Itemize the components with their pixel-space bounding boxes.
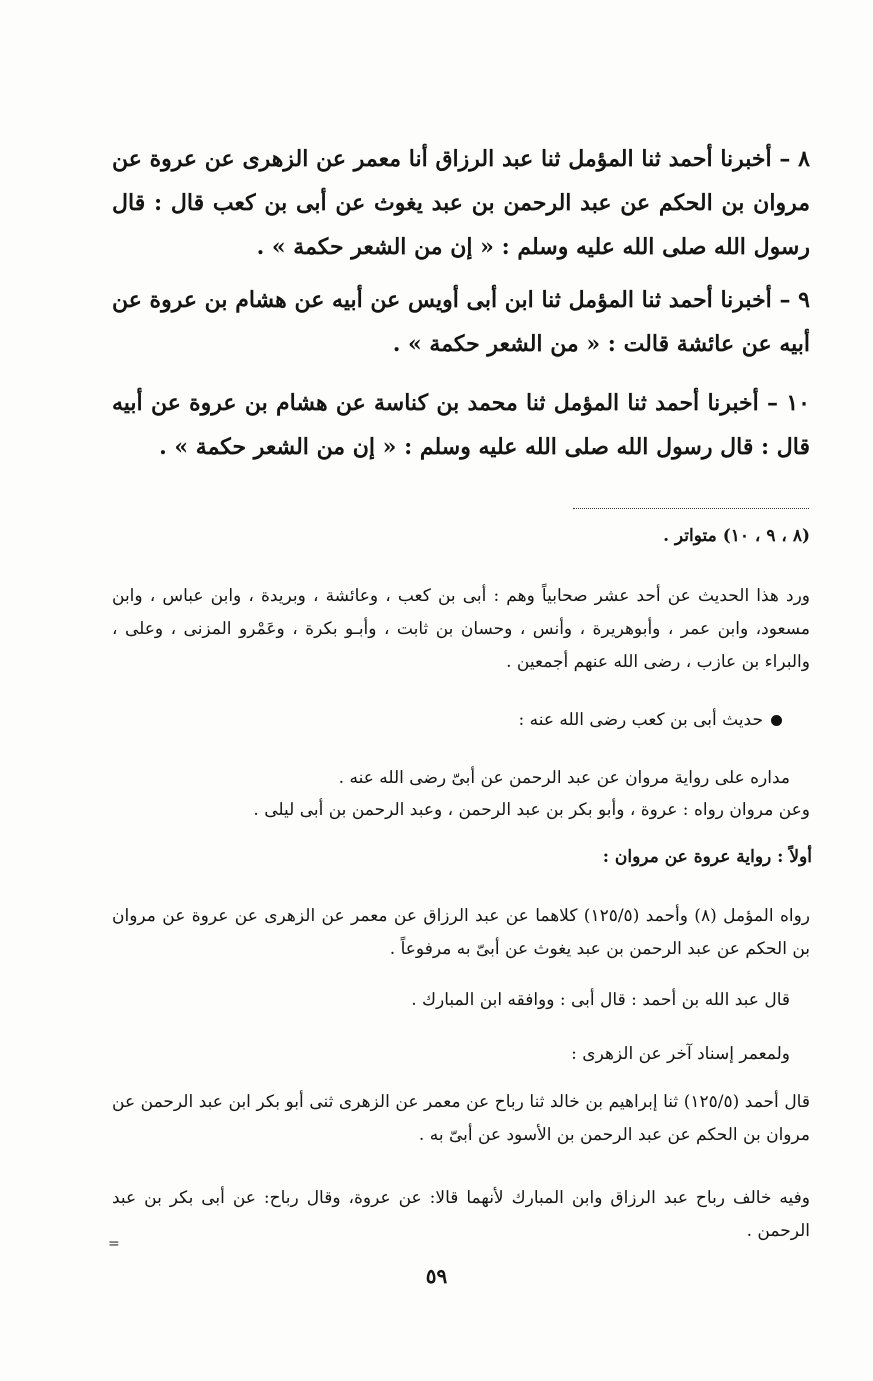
first-heading: أولاً : رواية عروة عن مروان : (602, 847, 812, 867)
mamar-line: ولمعمر إسناد آخر عن الزهرى : (571, 1044, 790, 1064)
narrators-line: وعن مروان رواه : عروة ، وأبو بكر بن عبد الرحمن ، وعبد الرحمن بن أبى ليلى . (253, 800, 810, 820)
companions-paragraph: ورد هذا الحديث عن أحد عشر صحابياً وهم : أبى بن كعب ، وعائشة ، وبريدة ، وابن عباس ، وابن مسعود، وابن عمر ، وأبوهريرة ، وأنس ، وحسان بن ثابت ، وأبـو بكرة ، وعَمْرو المزنى ، وعلى ، والبراء بن عازب ، رضى الله عنهم أجمعين . (112, 586, 810, 672)
abdullah-line: قال عبد الله بن أحمد : قال أبى : ووافقه ابن المبارك . (411, 990, 790, 1010)
bullet-icon (771, 715, 782, 726)
hadith-10: ١٠ – أخبرنا أحمد ثنا المؤمل ثنا محمد بن كناسة عن هشام بن عروة عن أبيه قال : قال رسول الله صلى الله عليه وسلم : « إن من الشعر حكمة » . (112, 390, 810, 460)
continuation-mark: = (108, 1236, 120, 1252)
riwayah-paragraph: رواه المؤمل (٨) وأحمد (١٢٥/٥) كلاهما عن عبد الرزاق عن معمر عن الزهرى عن عروة عن مروان بن الحكم عن عبد الرحمن بن عبد يغوث عن أبىّ به مرفوعاً . (112, 906, 811, 959)
section-heading-text: حديث أبى بن كعب رضى الله عنه : (518, 710, 763, 730)
section-heading (300, 704, 782, 737)
khalaf-paragraph: وفيه خالف رباح عبد الرزاق وابن المبارك لأنهما قالا: عن عروة، وقال رباح: عن أبى بكر بن عبد الرحمن . (112, 1188, 810, 1241)
madar-line: مداره على رواية مروان عن عبد الرحمن عن أبىّ رضى الله عنه . (338, 768, 790, 788)
grading-note: (٨ ، ٩ ، ١٠) متواتر . (663, 526, 810, 546)
ahmad-paragraph: قال أحمد (١٢٥/٥) ثنا إبراهيم بن خالد ثنا رباح عن معمر عن الزهرى ثنى أبو بكر ابن عبد الرحمن عن مروان بن الحكم عن عبد الرحمن بن الأسود عن أبىّ به . (112, 1092, 810, 1145)
hadith-8: ٨ – أخبرنا أحمد ثنا المؤمل ثنا عبد الرزاق أنا معمر عن الزهرى عن عروة عن مروان بن الحكم عن عبد الرحمن بن عبد يغوث عن أبى بن كعب قال : قال رسول الله صلى الله عليه وسلم : « إن من الشعر حكمة » . (112, 146, 810, 260)
page-number: ٥٩ (425, 1264, 448, 1288)
footnote-divider (573, 508, 809, 509)
hadith-9: ٩ – أخبرنا أحمد ثنا المؤمل ثنا ابن أبى أويس عن أبيه عن هشام بن عروة عن أبيه عن عائشة قالت : « من الشعر حكمة » . (112, 287, 810, 357)
